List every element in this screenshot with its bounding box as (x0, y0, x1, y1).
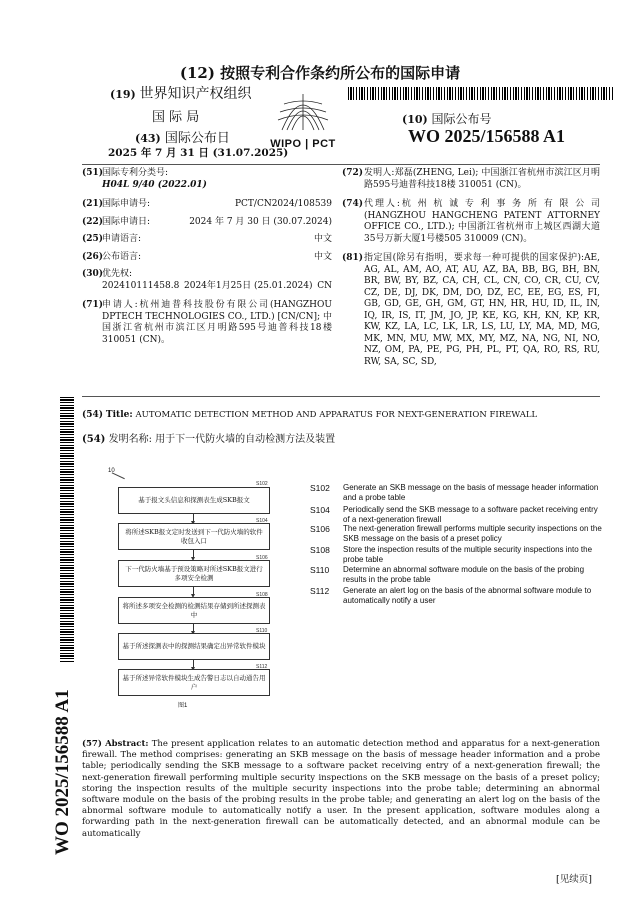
biblio-separator (82, 396, 600, 397)
field-label: 国际申请号: (102, 199, 151, 209)
field-label: 发明名称: (108, 434, 152, 445)
biblio-field-30 (82, 269, 332, 281)
field-value: 中文 (313, 251, 332, 262)
field-number: (74) (342, 199, 364, 209)
office-number: (19) (110, 88, 136, 101)
priority-number: 202410111458.8 (102, 280, 180, 291)
field-label: 国际专利分类号: (102, 168, 169, 178)
header-barcode (348, 87, 613, 100)
field-number: (71) (82, 300, 104, 310)
field-label: 申请人: (102, 300, 138, 310)
biblio-right-column (342, 168, 600, 368)
ipc-value (82, 180, 332, 192)
field-value: 2024 年 7 月 30 日 (30.07.2024) (189, 216, 332, 227)
agent-text: 杭 州 杭 诚 专 利 事 务 所 有 限 公 司 (HANGZHOU HANGCHENG PATENT ATTORNEY OFFICE CO., LTD.); 中国浙江省杭州市上城区西湖大道35号万新大厦1号楼505 310009 (CN)。 (364, 199, 600, 244)
field-value: 中文 (313, 234, 332, 244)
abstract-text: The present application relates to an automatic detection method and apparatus for a next-generation firewall. The method comprises: generating an SKB message on the basis of message header information and a probe table; periodically sending the SKB message to a software packet receiving entry of a next-generation firewall; the next-generation firewall performing multiple security inspections on the SKB message on the basis of a preset policy; storing the inspection results of the multiple security inspections into the probe table; determining an abnormal software module on the basis of the probing results in the probe table; and generating an alert log on the basis of the abnormal software module to automatically notify a user. In the present application, software modules along a forwarding path in the next-generation firewall can be automatically detected, and an abnormal module can be automatically (82, 739, 601, 839)
invention-title-en: AUTOMATIC DETECTION METHOD AND APPARATUS FOR NEXT-GENERATION FIREWALL (135, 410, 538, 420)
step-text: Determine an abnormal software module on the basis of the probing results in the probe table (343, 565, 585, 584)
flow-arrow (193, 587, 194, 595)
flow-arrow (193, 624, 194, 632)
flow-step-label: S112 (256, 664, 268, 670)
step-text: Generate an alert log on the basis of the abnormal software module to automatically notify a user (343, 586, 592, 605)
pubno-label: 国际公布号 (431, 112, 492, 126)
biblio-field-21 (82, 199, 332, 211)
field-label: Abstract: (105, 739, 149, 749)
applicant-text: 杭州迪普科技股份有限公司(HANGZHOU DPTECH TECHNOLOGIES CO., LTD.) [CN/CN]; 中国浙江省杭州市滨江区月明路595号迪普科技18楼 310051 (CN)。 (102, 300, 332, 345)
biblio-field-26 (82, 252, 332, 264)
field-label: 申请语言: (102, 234, 142, 244)
field-label: 指定国(除另有指明，要求每一种可提供的国家保护): (364, 253, 585, 263)
step-text: The next-generation firewall performs multiple security inspections on the SKB message on the basis of a preset policy (343, 524, 602, 543)
flow-box-s110: 基于所述探测表中的探测结果确定出异常软件模块 (118, 633, 270, 660)
flow-box-s108: 将所述多项安全检测的检测结果存储到所述探测表中 (118, 597, 270, 624)
field-number: (81) (342, 253, 364, 263)
header-separator (82, 164, 600, 165)
flow-step-label: S106 (256, 555, 268, 561)
step-code: S112 (310, 586, 330, 596)
office-name: 世界知识产权组织 (139, 86, 252, 102)
field-label: 国际申请日: (102, 216, 151, 227)
flow-box-s104: 将所述SKB报文定时发送到下一代防火墙的软件收包入口 (118, 523, 270, 550)
biblio-left-column (82, 168, 332, 346)
office-subname: 国 际 局 (152, 110, 200, 125)
wipo-logo-text: WIPO | PCT (270, 138, 336, 150)
field-number: (22) (82, 216, 104, 227)
field-label: 代理人: (364, 199, 400, 209)
flow-box-s112: 基于所述异常软件模块生成告警日志以自动通告用户 (118, 669, 270, 696)
flow-arrow (193, 514, 194, 522)
flow-step-label: S104 (256, 518, 268, 524)
step-text: Generate an SKB message on the basis of message header information and a probe table (343, 483, 599, 502)
flow-step-label: S102 (256, 481, 268, 487)
pubdate-label: 国际公布日 (164, 131, 230, 146)
figure-caption: 图1 (178, 703, 188, 709)
biblio-field-22 (82, 217, 332, 229)
figure-ref-leader (109, 472, 125, 484)
field-number: (54) (82, 434, 106, 445)
wipo-emblem-icon (268, 90, 338, 134)
biblio-field-74 (342, 199, 600, 245)
step-code: S110 (310, 565, 330, 575)
field-number: (57) (82, 739, 102, 749)
inventor-text: 郑磊(ZHENG, Lei); 中国浙江省杭州市滨江区月明路595号迪普科技18楼 310051 (CN)。 (364, 168, 600, 190)
field-label: 优先权: (102, 269, 133, 279)
designated-states: AE, AG, AL, AM, AO, AT, AU, AZ, BA, BB, BG, BH, BN, BR, BW, BY, BZ, CA, CH, CL, CN, CO, CR, CU, CV, CZ, DE, DJ, DK, DM, DO, DZ, EC, EE, EG, ES, FI, GB, GD, GE, GH, GM, GT, HN, HR, HU, ID, IL, IN, IQ, IR, IS, IT, JM, JO, JP, KE, KG, KH, KN, KP, KR, KW, KZ, LA, LC, LK, LR, LS, LU, LY, MA, MD, MG, MK, MN, MU, MW, MX, MY, MZ, NA, NG, NI, NO, NZ, OM, PA, PE, PG, PH, PL, PT, QA, RO, RS, RU, RW, SA, SC, SD, (364, 253, 600, 367)
step-text: Periodically send the SKB message to a software packet receiving entry of a next-generation firewall (343, 505, 598, 524)
step-code: S106 (310, 524, 330, 534)
field-label: 发明人: (364, 168, 395, 178)
field-value: PCT/CN2024/108539 (234, 199, 332, 209)
field-number: (21) (82, 199, 104, 209)
field-label: Title: (105, 410, 133, 420)
priority-row (82, 281, 332, 293)
step-code: S108 (310, 545, 330, 555)
pubno-number: (10) (402, 113, 428, 126)
pubdate-value: 2025 年 7 月 31 日 (31.07.2025) (108, 147, 289, 159)
pubdate-block (135, 127, 230, 146)
field-label: 公布语言: (102, 251, 142, 262)
flow-step-label: S108 (256, 592, 268, 598)
document-type-title: (12) 按照专利合作条约所公布的国际申请 (179, 64, 461, 82)
field-number: (54) (82, 410, 104, 420)
invention-title-zh: 用于下一代防火墙的自动检测方法及装置 (155, 434, 336, 445)
field-number: (72) (342, 168, 364, 178)
step-text: Store the inspection results of the multiple security inspections into the probe table (343, 545, 593, 564)
ipc-code: H04L 9/40 (2022.01) (102, 179, 207, 190)
figure-ref: 10 (108, 468, 115, 474)
side-publication-number: WO 2025/156588 A1 (52, 689, 73, 855)
biblio-field-81 (342, 253, 600, 368)
flow-arrow (193, 550, 194, 558)
side-barcode (60, 397, 74, 663)
field-number: (30) (82, 269, 104, 279)
biblio-field-25 (82, 234, 332, 246)
field-number: (25) (82, 234, 104, 244)
priority-country: CN (317, 280, 332, 291)
priority-date: 2024年1月25日 (25.01.2024) (184, 280, 313, 291)
flow-box-s102: 基于报文头信息和探测表生成SKB报文 (118, 487, 270, 514)
biblio-field-71 (82, 300, 332, 346)
field-number: (26) (82, 251, 104, 262)
flow-step-label: S110 (256, 628, 268, 634)
flow-box-s106: 下一代防火墙基于预设策略对所述SKB报文进行多项安全检测 (118, 560, 270, 587)
field-number: (51) (82, 168, 104, 178)
title-chinese (82, 430, 335, 445)
wipo-logo (268, 90, 338, 150)
biblio-field-51 (82, 168, 332, 180)
step-code: S102 (310, 483, 330, 493)
step-code: S104 (310, 505, 330, 515)
continued-marker: [见续页] (556, 874, 592, 885)
pubdate-number: (43) (135, 132, 161, 145)
title-english (82, 410, 602, 422)
abstract (82, 739, 600, 840)
publication-number: WO 2025/156588 A1 (408, 126, 566, 146)
biblio-field-72 (342, 168, 600, 191)
office-block (110, 88, 252, 101)
pubno-block (402, 110, 492, 127)
flow-arrow (193, 660, 194, 668)
